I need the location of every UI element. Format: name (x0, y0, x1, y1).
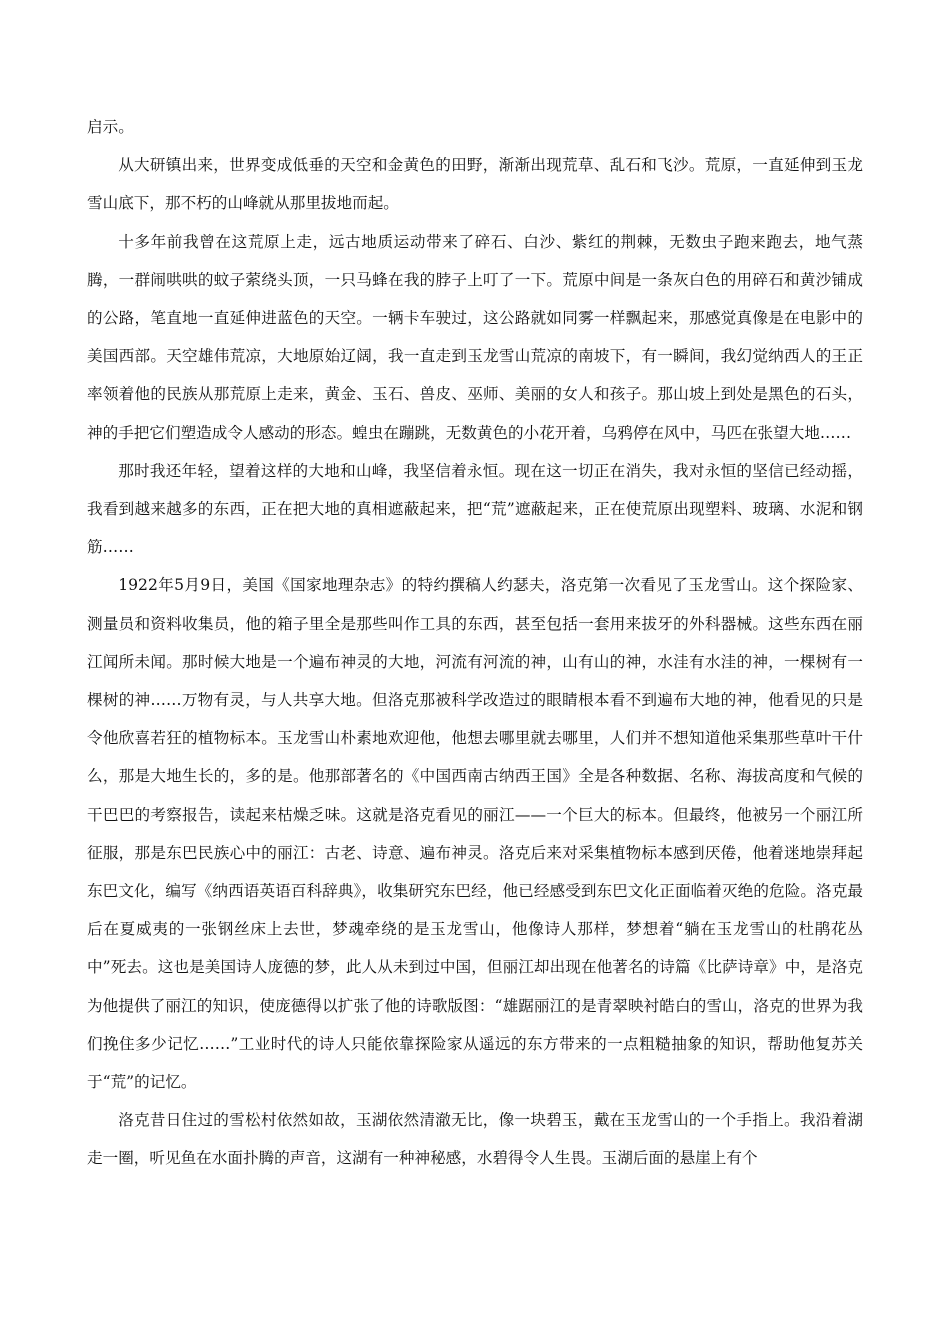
paragraph-wasteland-memory: 十多年前我曾在这荒原上走，远古地质运动带来了碎石、白沙、紫红的荆棘，无数虫子跑来跑去，地气蒸腾，一群闹哄哄的蚊子萦绕头顶，一只马蜂在我的脖子上叮了一下。荒原中间是一条灰白色的用碎石和黄沙铺成的公路，笔直地一直延伸进蓝色的天空。一辆卡车驶过，这公路就如同雾一样飘起来，那感觉真像是在电影中的美国西部。天空雄伟荒凉，大地原始辽阔，我一直走到玉龙雪山荒凉的南坡下，有一瞬间，我幻觉纳西人的王正率领着他的民族从那荒原上走来，黄金、玉石、兽皮、巫师、美丽的女人和孩子。那山坡上到处是黑色的石头，神的手把它们塑造成令人感动的形态。蝗虫在蹦跳，无数黄色的小花开着，乌鸦停在风中，马匹在张望大地…… (87, 232, 863, 442)
paragraph-jade-lake: 洛克昔日住过的雪松村依然如故，玉湖依然清澈无比，像一块碧玉，戴在玉龙雪山的一个手指上。我沿着湖走一圈，听见鱼在水面扑腾的声音，这湖有一种神秘感，水碧得令人生畏。玉湖后面的悬崖上有个 (87, 1111, 863, 1168)
paragraph-joseph-rock: 1922年5月9日，美国《国家地理杂志》的特约撰稿人约瑟夫，洛克第一次看见了玉龙雪山。这个探险家、测量员和资料收集员，他的箱子里全是那些叫作工具的东西，甚至包括一套用来拔牙的外科器械。这些东西在丽江闻所未闻。那时候大地是一个遍布神灵的大地，河流有河流的神，山有山的神，水洼有水洼的神，一棵树有一棵树的神……万物有灵，与人共享大地。但洛克那被科学改造过的眼睛根本看不到遍布大地的神，他看见的只是令他欣喜若狂的植物标本。玉龙雪山朴素地欢迎他，他想去哪里就去哪里，人们并不想知道他采集那些草叶干什么，那是大地生长的，多的是。他那部著名的《中国西南古纳西王国》全是各种数据、名称、海拔高度和气候的干巴巴的考察报告，读起来枯燥乏味。这就是洛克看见的丽江——一个巨大的标本。但最终，他被另一个丽江所征服，那是东巴民族心中的丽江：古老、诗意、遍布神灵。洛克后来对采集植物标本感到厌倦，他着迷地崇拜起东巴文化，编写《纳西语英语百科辞典》，收集研究东巴经，他已经感受到东巴文化正面临着灭绝的危险。洛克最后在夏威夷的一张钢丝床上去世，梦魂牵绕的是玉龙雪山，他像诗人那样，梦想着“躺在玉龙雪山的杜鹃花丛中”死去。这也是美国诗人庞德的梦，此人从未到过中国，但丽江却出现在他著名的诗篇《比萨诗章》中，是洛克为他提供了丽江的知识，使庞德得以扩张了他的诗歌版图：“雄踞丽江的是青翠映衬皓白的雪山，洛克的世界为我们挽住多少记忆……”工业时代的诗人只能依靠探险家从遥远的东方带来的一点粗糙抽象的知识，帮助他复苏关于“荒”的记忆。 (87, 576, 863, 1092)
document-page (87, 108, 863, 1178)
paragraph-dayan-town: 从大研镇出来，世界变成低垂的天空和金黄色的田野，渐渐出现荒草、乱石和飞沙。荒原，一直延伸到玉龙雪山底下，那不朽的山峰就从那里拔地而起。 (87, 156, 863, 213)
paragraph-continuation: 启示。 (87, 118, 134, 136)
paragraph-eternity: 那时我还年轻，望着这样的大地和山峰，我坚信着永恒。现在这一切正在消失，我对永恒的坚信已经动摇，我看到越来越多的东西，正在把大地的真相遮蔽起来，把“荒”遮蔽起来，正在使荒原出现塑料、玻璃、水泥和钢筋…… (87, 461, 863, 557)
